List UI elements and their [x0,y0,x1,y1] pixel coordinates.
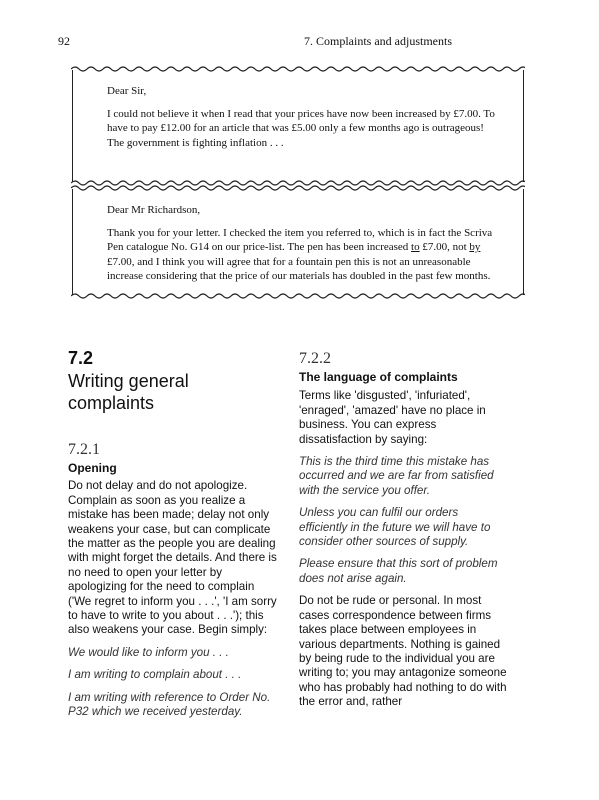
letter-excerpt-reply [72,189,524,295]
subsection-language [299,350,509,718]
example-phrase: I am writing with reference to Order No. P32 which we received yesterday. [68,690,271,719]
letter2-salutation: Dear Mr Richardson, [107,204,201,216]
letter1-body: I could not believe it when I read that your prices have now been increased by £7.00. To have to pay £12.00 for an article that was £5.00 only a few months ago is outrageous! The government is fighting inflation . . . [107,107,495,149]
example-phrase: We would like to inform you . . . [68,645,229,659]
letter2-body: Thank you for your letter. I checked the item you referred to, which is in fact the Scriva Pen catalogue No. G14 on our price-list. The pen has been increased to £7.00, not by £7.00, and I think you will agree that for a fountain pen this is not an unreasonable increase considering that the price of our materials has doubled in the past few months. [107,226,493,282]
section-number: 7.2 [68,348,94,368]
example-phrase: This is the third time this mistake has occurred and we are far from satisfied with the service you offer. [299,455,494,497]
running-head: 7. Complaints and adjustments [304,34,452,48]
example-phrase: Please ensure that this sort of problem does not arise again. [299,557,498,585]
body-paragraph: Do not be rude or personal. In most cases correspondence between firms takes place between employees in various departments. Nothing is gained by being rude to the individual you are writing to; you may antagonize someone who has probably had nothing to do with the error and, rather [299,594,507,709]
torn-edge-bottom [71,291,525,301]
example-phrase: Unless you can fulfil our orders efficiently in the future we will have to consider other sources of supply. [299,506,491,549]
subsection-heading: The language of complaints [299,370,458,384]
body-paragraph: Terms like 'disgusted', 'infuriated', 'enraged', 'amazed' have no place in business. You can express dissatisfaction by saying: [299,389,486,446]
example-phrase: I am writing to complain about . . . [68,668,242,682]
page-number: 92 [58,34,70,48]
subsection-number: 7.2.2 [299,350,331,367]
torn-edge-top [71,64,525,74]
subsection-opening [68,441,278,728]
subsection-heading: Opening [68,461,117,475]
body-paragraph: Do not delay and do not apologize. Complain as soon as you realize a mistake has been made; delay not only weakens your case, but can complicate the matter as the people you are dealing with might forget the details. And there is no need to open your letter by apologizing for the need to complain ('We regret to inform you . . .', 'I am sorry to have to write to you about . . .'); this also weakens your case. Begin simply: [68,479,277,637]
letter-excerpt-customer [72,70,524,182]
letter1-salutation: Dear Sir, [107,85,147,97]
torn-edge-top [71,183,525,193]
subsection-number: 7.2.1 [68,441,100,458]
section-title: Writing general complaints [68,371,189,413]
